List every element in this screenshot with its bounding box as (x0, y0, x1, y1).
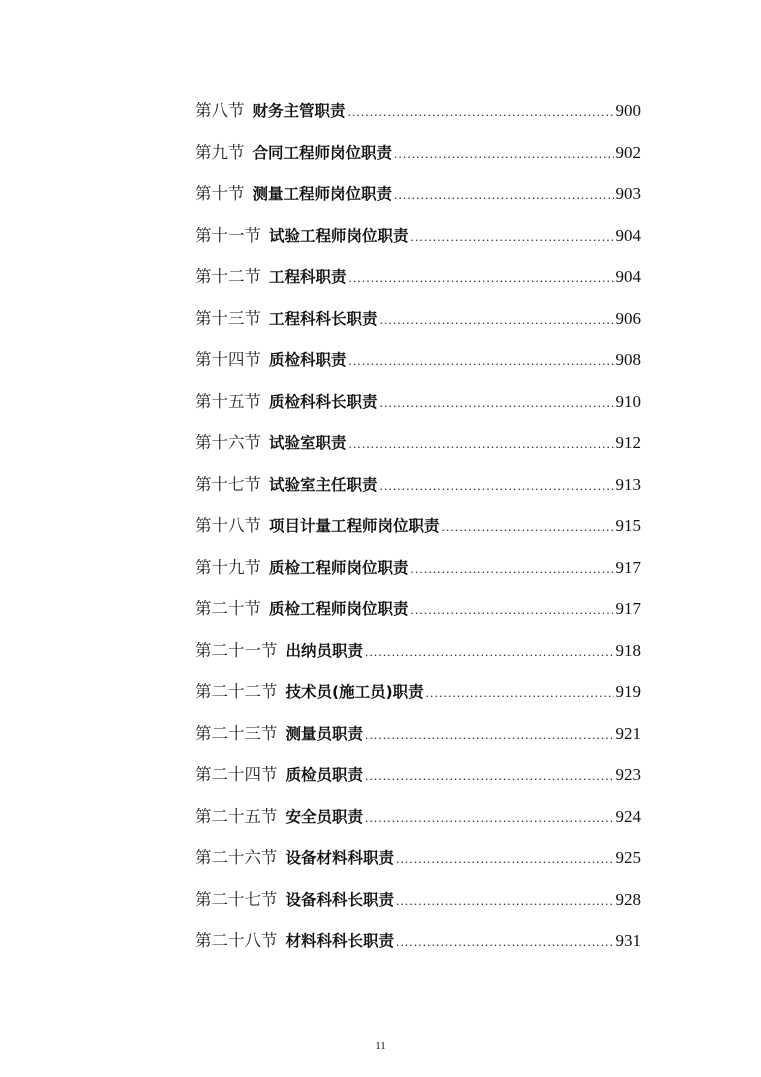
toc-page-number: 917 (615, 557, 641, 577)
toc-entry-title: 试验室职责 (269, 434, 347, 452)
toc-entry[interactable] (195, 803, 641, 845)
toc-section-number: 第十七节 (195, 474, 261, 494)
page-number: 11 (375, 1040, 386, 1052)
table-of-contents (195, 97, 641, 969)
toc-page-number: 924 (615, 806, 641, 826)
toc-section-number: 第十九节 (195, 557, 261, 577)
toc-page-number: 900 (615, 101, 641, 120)
toc-leader-dots (380, 395, 614, 411)
toc-entry[interactable] (195, 429, 641, 471)
toc-entry-title: 试验工程师岗位职责 (269, 226, 409, 245)
toc-entry-title: 试验室主任职责 (269, 475, 378, 494)
toc-leader-dots (394, 146, 613, 162)
toc-leader-dots (349, 353, 614, 369)
toc-leader-dots (349, 270, 614, 286)
toc-entry-title: 质检员职责 (285, 766, 364, 784)
toc-section-number: 第二十五节 (195, 806, 278, 826)
toc-section-number: 第二十三节 (195, 723, 278, 743)
toc-entry[interactable] (195, 554, 641, 596)
toc-page-number: 903 (615, 184, 641, 203)
toc-entry[interactable] (195, 97, 641, 139)
toc-leader-dots (349, 436, 614, 452)
toc-entry-title: 技术员(施工员)职责 (285, 683, 424, 701)
toc-section-number: 第二十八节 (195, 931, 278, 950)
toc-section-number: 第十一节 (195, 225, 261, 245)
toc-entry-title: 设备材料科职责 (285, 849, 395, 867)
toc-entry-title: 测量员职责 (285, 724, 364, 743)
toc-entry-title: 出纳员职责 (285, 641, 364, 660)
toc-entry-title: 合同工程师岗位职责 (252, 143, 393, 162)
toc-section-number: 第十六节 (195, 433, 261, 452)
toc-entry[interactable] (195, 512, 641, 554)
toc-page-number: 918 (615, 640, 641, 660)
toc-entry[interactable] (195, 637, 641, 679)
toc-entry[interactable] (195, 263, 641, 305)
toc-entry[interactable] (195, 927, 641, 969)
toc-entry-title: 工程科科长职责 (269, 309, 378, 328)
toc-page-number: 921 (615, 723, 641, 743)
toc-page-number: 904 (615, 267, 641, 286)
toc-entry[interactable] (195, 761, 641, 803)
toc-entry[interactable] (195, 305, 641, 347)
toc-entry-title: 测量工程师岗位职责 (252, 185, 393, 203)
toc-section-number: 第八节 (195, 101, 245, 120)
toc-entry[interactable] (195, 678, 641, 720)
toc-page-number: 923 (615, 765, 641, 784)
toc-page-number: 912 (615, 433, 641, 452)
toc-entry-title: 材料科科长职责 (285, 932, 395, 950)
toc-entry-title: 项目计量工程师岗位职责 (269, 517, 440, 535)
toc-leader-dots (396, 851, 613, 867)
toc-section-number: 第二十四节 (195, 765, 278, 784)
toc-leader-dots (365, 768, 613, 784)
toc-leader-dots (411, 561, 614, 577)
toc-entry[interactable] (195, 886, 641, 928)
toc-section-number: 第二十六节 (195, 848, 278, 867)
toc-entry[interactable] (195, 595, 641, 637)
toc-page-number: 925 (615, 848, 641, 867)
toc-page-number: 906 (615, 308, 641, 328)
toc-page-number: 908 (615, 350, 641, 369)
toc-entry[interactable] (195, 471, 641, 513)
toc-entry[interactable] (195, 844, 641, 886)
toc-entry-title: 质检科职责 (269, 351, 347, 369)
toc-leader-dots (396, 934, 613, 950)
toc-page-number: 902 (615, 142, 641, 162)
toc-leader-dots (411, 602, 614, 618)
toc-leader-dots (411, 229, 614, 245)
toc-leader-dots (394, 187, 613, 203)
toc-section-number: 第十八节 (195, 516, 261, 535)
toc-entry[interactable] (195, 720, 641, 762)
toc-entry[interactable] (195, 139, 641, 181)
toc-leader-dots (442, 519, 614, 535)
toc-entry-title: 安全员职责 (285, 807, 364, 826)
toc-entry-title: 工程科职责 (269, 268, 347, 286)
toc-entry[interactable] (195, 346, 641, 388)
toc-page-number: 919 (615, 682, 641, 701)
toc-section-number: 第十二节 (195, 267, 261, 286)
toc-section-number: 第九节 (195, 142, 245, 162)
toc-leader-dots (365, 810, 613, 826)
toc-page-number: 928 (615, 889, 641, 909)
toc-page-number: 915 (615, 516, 641, 535)
toc-entry-title: 质检工程师岗位职责 (269, 600, 409, 618)
toc-leader-dots (396, 893, 613, 909)
toc-leader-dots (426, 685, 614, 701)
toc-leader-dots (380, 312, 614, 328)
toc-leader-dots (365, 644, 613, 660)
toc-section-number: 第十三节 (195, 308, 261, 328)
toc-section-number: 第十节 (195, 184, 245, 203)
toc-page-number: 917 (615, 599, 641, 618)
toc-leader-dots (380, 478, 614, 494)
toc-section-number: 第十五节 (195, 391, 261, 411)
toc-leader-dots (365, 727, 613, 743)
toc-section-number: 第二十七节 (195, 889, 278, 909)
toc-section-number: 第十四节 (195, 350, 261, 369)
toc-page-number: 904 (615, 225, 641, 245)
toc-page-number: 913 (615, 474, 641, 494)
toc-entry-title: 质检工程师岗位职责 (269, 558, 409, 577)
toc-leader-dots (348, 104, 614, 120)
toc-entry[interactable] (195, 180, 641, 222)
toc-entry[interactable] (195, 388, 641, 430)
toc-page-number: 931 (615, 931, 641, 950)
toc-page-number: 910 (615, 391, 641, 411)
toc-entry[interactable] (195, 222, 641, 264)
toc-entry-title: 财务主管职责 (252, 102, 346, 120)
toc-section-number: 第二十一节 (195, 640, 278, 660)
toc-entry-title: 设备科科长职责 (285, 890, 395, 909)
toc-section-number: 第二十节 (195, 599, 261, 618)
toc-section-number: 第二十二节 (195, 682, 278, 701)
toc-entry-title: 质检科科长职责 (269, 392, 378, 411)
